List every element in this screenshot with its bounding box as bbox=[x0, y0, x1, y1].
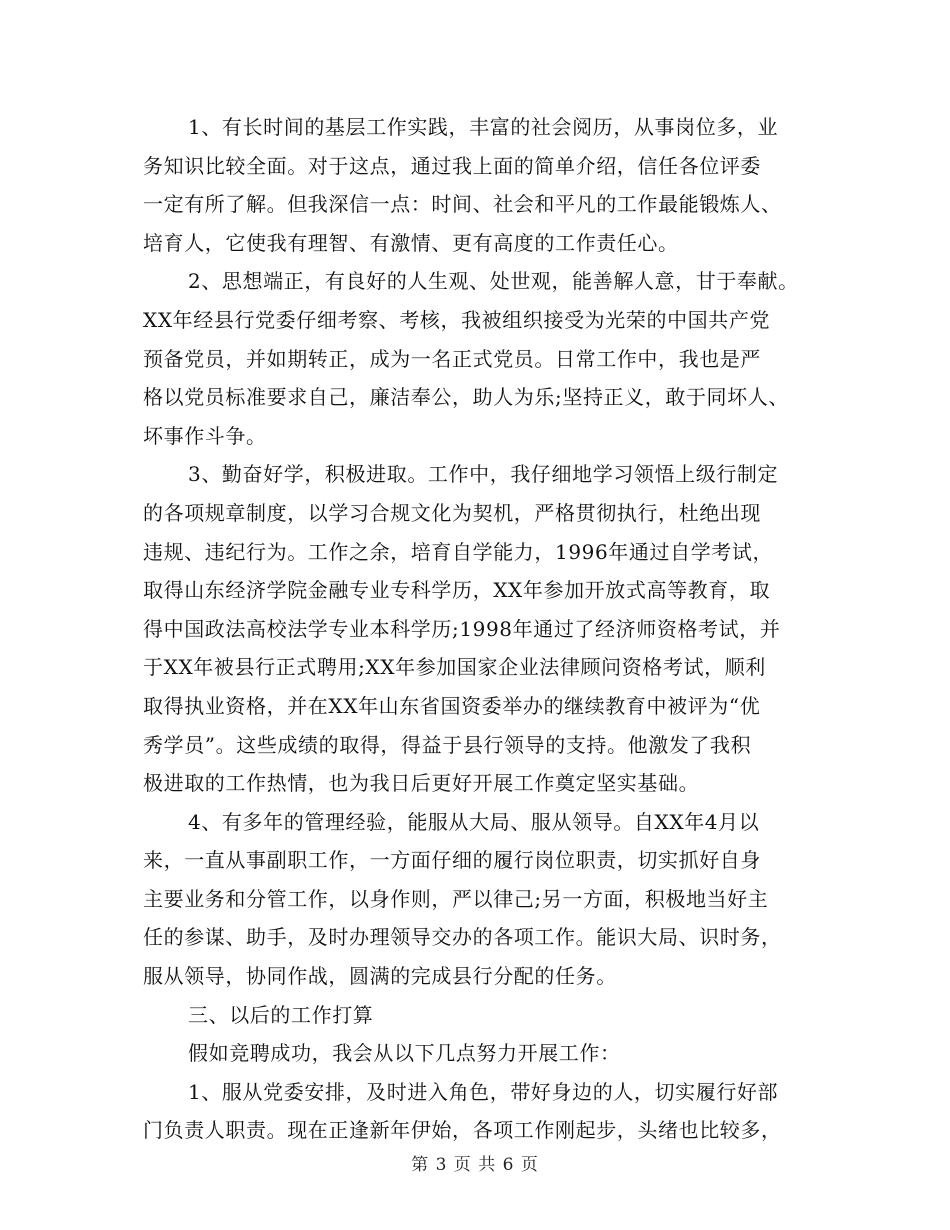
text-line: 服从领导，协同作战，圆满的完成县行分配的任务。 bbox=[143, 964, 617, 989]
text-line: 格以党员标准要求自己，廉洁奉公，助人为乐;坚持正义，敢于同坏人、 bbox=[143, 385, 789, 410]
text-line: 坏事作斗争。 bbox=[143, 423, 267, 448]
text-line: 预备党员，并如期转正，成为一名正式党员。日常工作中，我也是严 bbox=[143, 346, 761, 371]
text-line: 极进取的工作热情，也为我日后更好开展工作奠定坚实基础。 bbox=[143, 771, 700, 796]
text-line: 得中国政法高校法学专业本科学历;1998年通过了经济师资格考试，并 bbox=[143, 616, 781, 641]
document-body bbox=[143, 108, 823, 1150]
text-line: 假如竞聘成功，我会从以下几点努力开展工作： bbox=[188, 1041, 621, 1066]
text-line: 于XX年被县行正式聘用;XX年参加国家企业法律顾问资格考试，顺利 bbox=[143, 655, 766, 680]
text-line: 培育人，它使我有理智、有激情、更有高度的工作责任心。 bbox=[143, 230, 679, 255]
text-line: 任的参谋、助手，及时办理领导交办的各项工作。能识大局、识时务， bbox=[143, 925, 782, 950]
text-line: 1、有长时间的基层工作实践，丰富的社会阅历，从事岗位多，业 bbox=[188, 115, 779, 139]
text-line: 的各项规章制度，以学习合规文化为契机，严格贯彻执行，杜绝出现 bbox=[143, 500, 761, 525]
text-line: 取得山东经济学院金融专业专科学历，XX年参加开放式高等教育，取 bbox=[143, 578, 771, 603]
text-line: 一定有所了解。但我深信一点：时间、社会和平凡的工作最能锻炼人、 bbox=[143, 192, 782, 217]
text-line: 取得执业资格，并在XX年山东省国资委举办的继续教育中被评为“优 bbox=[143, 693, 761, 718]
text-line: 违规、违纪行为。工作之余，培育自学能力，1996年通过自学考试， bbox=[143, 539, 774, 564]
text-line: 来，一直从事副职工作，一方面仔细的履行岗位职责，切实抓好自身 bbox=[143, 848, 761, 873]
text-line: XX年经县行党委仔细考察、考核，我被组织接受为光荣的中国共产党 bbox=[143, 307, 771, 332]
text-line: 务知识比较全面。对于这点，通过我上面的简单介绍，信任各位评委 bbox=[143, 153, 761, 178]
page-number-footer: 第 3 页 共 6 页 bbox=[411, 1155, 539, 1175]
text-line: 2、思想端正，有良好的人生观、处世观，能善解人意，甘于奉献。 bbox=[188, 269, 799, 294]
text-line: 主要业务和分管工作，以身作则，严以律己;另一方面，积极地当好主 bbox=[143, 886, 769, 911]
text-line: 1、服从党委安排，及时进入角色，带好身边的人，切实履行好部 bbox=[188, 1079, 779, 1104]
text-line: 门负责人职责。现在正逢新年伊始，各项工作刚起步，头绪也比较多， bbox=[143, 1118, 782, 1143]
text-line: 秀学员”。这些成绩的取得，得益于县行领导的支持。他激发了我积 bbox=[143, 732, 752, 757]
text-line: 3、勤奋好学，积极进取。工作中，我仔细地学习领悟上级行制定 bbox=[188, 462, 779, 487]
text-line: 4、有多年的管理经验，能服从大局、服从领导。自XX年4月以 bbox=[188, 809, 760, 834]
section-heading: 三、以后的工作打算 bbox=[188, 1002, 374, 1027]
